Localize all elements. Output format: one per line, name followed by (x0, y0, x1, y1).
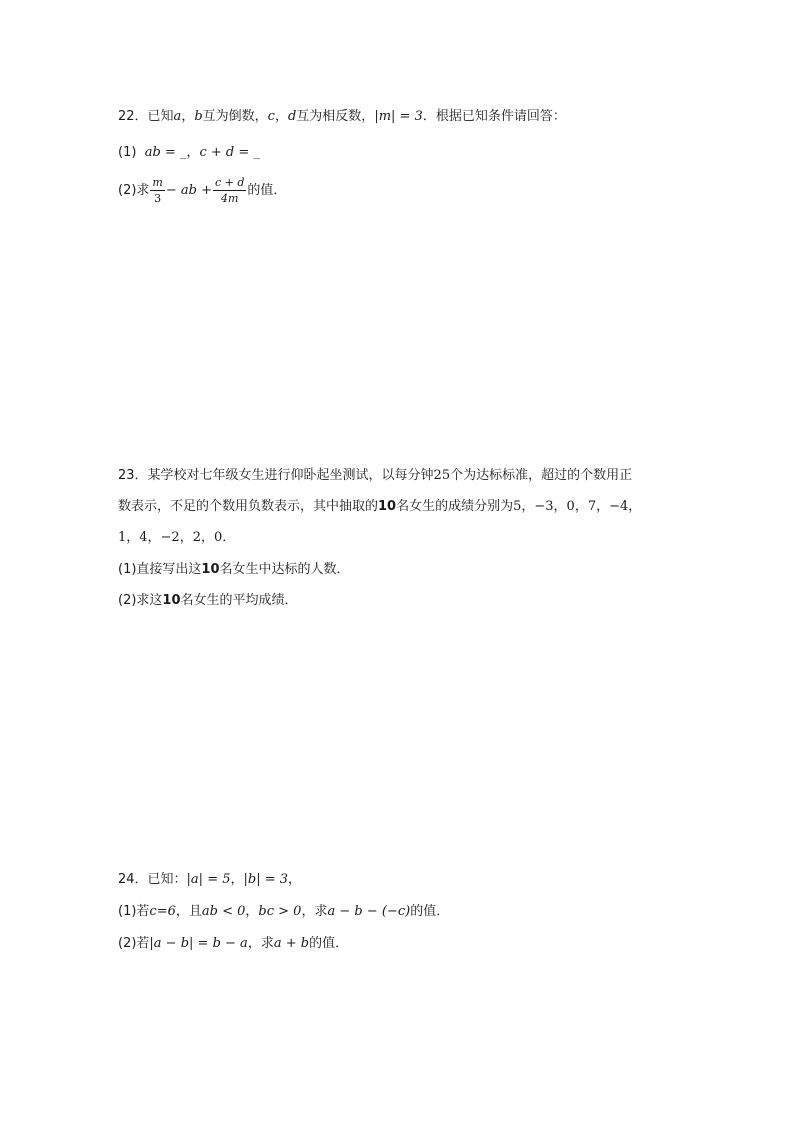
separator: ， (230, 872, 244, 887)
q24-stem (118, 870, 301, 890)
separator: ， (181, 109, 195, 124)
var-b: b (194, 109, 203, 124)
q24-part2 (118, 934, 348, 954)
scores-part1: 5，−3，0，7，−4， (513, 499, 642, 514)
q23-text: 名女生中达标的人数． (219, 562, 350, 577)
q22-part2 (118, 172, 286, 210)
q22-text: 互为倒数， (202, 109, 268, 124)
q23-text: 名女生的平均成绩． (180, 593, 298, 608)
var-d: d (287, 109, 297, 124)
bc-condition: bc > 0 (258, 904, 302, 919)
q23-text: 数表示，不足的个数用负数表示，其中抽取的 (118, 499, 379, 514)
q24-text: 的值． (410, 904, 450, 919)
count-ten: 10 (201, 562, 220, 577)
q22-text: 互为相反数， (296, 109, 375, 124)
abs-m-expression: |m| = 3 (374, 109, 423, 124)
q24-text: 24．已知： (118, 872, 187, 887)
q23-line3 (118, 528, 235, 548)
fraction-denominator: 4m (220, 192, 239, 205)
q22-tail: 的值． (247, 183, 287, 198)
count-ten: 10 (162, 593, 181, 608)
ab-condition: ab < 0 (201, 904, 246, 919)
q23-text: 23．某学校对七年级女生进行仰卧起坐测试，以每分钟 (118, 468, 434, 483)
q23-text: (1)直接写出这 (118, 562, 202, 577)
q22-text: 22．已知 (118, 109, 174, 124)
separator: ， (245, 904, 259, 919)
q23-line2 (118, 497, 641, 517)
q22-part1 (118, 143, 260, 163)
q23-text: 个为达标标准，超过的个数用正 (450, 468, 633, 483)
abs-a-expression: |a| = 5 (186, 872, 231, 887)
target-expression: a − b − (−c) (327, 904, 411, 919)
q24-text: (2)若 (118, 936, 150, 951)
minus-ab-plus: − ab + (165, 183, 212, 198)
fraction-cd-over-4m (213, 176, 246, 205)
q23-line1 (118, 466, 632, 486)
var-a: a (173, 109, 182, 124)
q24-text: ，求 (247, 936, 274, 951)
q24-text: (1)若 (118, 904, 150, 919)
abs-b-expression: |b| = 3 (243, 872, 289, 887)
c-value: c=6 (149, 904, 176, 919)
fraction-numerator: c + d (214, 176, 245, 189)
q22-stem (118, 107, 566, 127)
q24-part1 (118, 902, 449, 922)
part-label: (2)求 (118, 183, 150, 198)
scores-part2: 1，4，−2，2，0． (118, 530, 236, 545)
q23-part2 (118, 591, 298, 611)
fraction-m-over-3 (150, 176, 164, 205)
q23-text: (2)求这 (118, 593, 163, 608)
q23-part1 (118, 560, 350, 580)
fraction-numerator: m (152, 176, 163, 189)
count-ten: 10 (378, 499, 397, 514)
fraction-denominator: 3 (154, 192, 162, 205)
q24-text: ，求 (301, 904, 328, 919)
separator: ， (288, 872, 302, 887)
separator: ， (274, 109, 288, 124)
target-expression: a + b (273, 936, 310, 951)
standard-count: 25 (433, 468, 451, 483)
q24-text: 的值． (309, 936, 349, 951)
q23-text: 名女生的成绩分别为 (396, 499, 514, 514)
abs-condition: |a − b| = b − a (149, 936, 248, 951)
ab-blank: ab = _ (144, 145, 187, 160)
part-label: (1) (118, 145, 137, 160)
q22-text: ．根据已知条件请回答： (422, 109, 566, 124)
c-plus-d-blank: c + d = _ (199, 145, 260, 160)
separator: ， (186, 145, 200, 160)
q24-text: ，且 (175, 904, 202, 919)
var-c: c (267, 109, 275, 124)
